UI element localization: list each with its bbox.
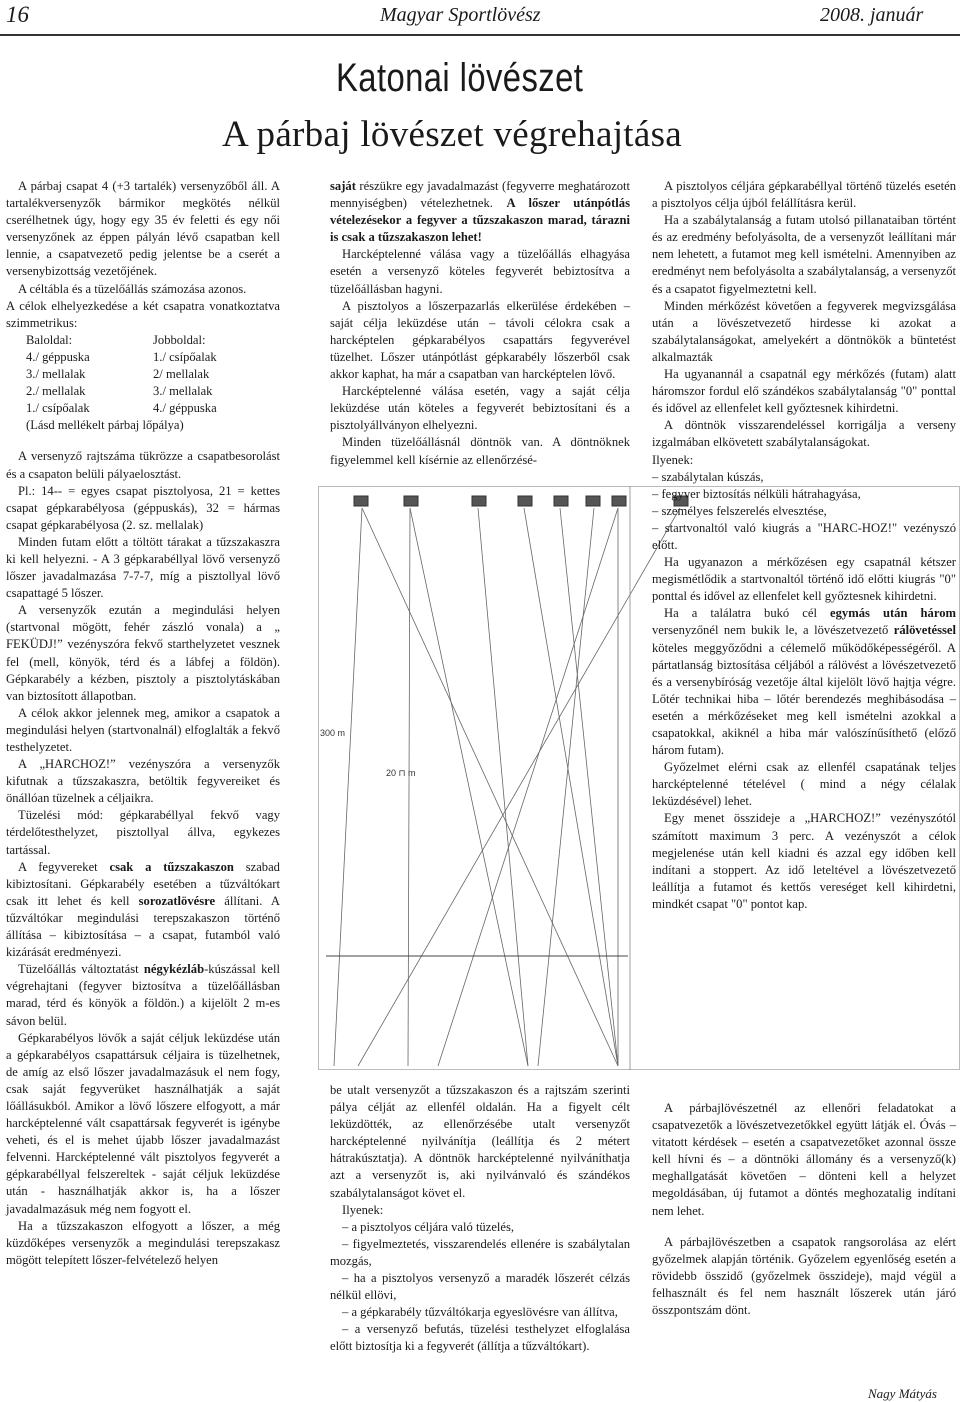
paragraph: Ha ugyanazon a mérkőzésen egy csapatnál kétszer megismétlődik a startvonaltól történő idő előtti kiugrás "0" ponttal és idővel az ellenfelet kell győztesnek kihirdetni. [652,555,956,604]
symmetry-row: 4./ géppuska 1./ csípőalak [26,349,217,364]
paragraph: Ilyenek: [652,452,694,467]
paragraph: A párbaj csapat 4 (+3 tartalék) versenyzőből áll. A tartalékversenyzők bármikor megkötés nélkül cserélhetnek úgy, hogy egy 35 év feletti és egy női versenyzőnek az éppen pályán lévő csapatban kell lennie, a csapatvezető pedig jelentse be a cserét a versenybizottság vezetőjének. [6,179,280,279]
paragraph: Tüzelőállás változtatást négykézláb-kúszással kell végrehajtani (fegyver biztosítva a tüzelőállásban marad, térd és könyök a földön.) a kijelölt 2 m-es sávon belül. [6,962,280,1028]
author-signature: Nagy Mátyás [868,1386,937,1401]
page-number: 16 [6,2,29,27]
paragraph: Pl.: 14-- = egyes csapat pisztolyosa, 21 = kettes csapat gépkarabélyosa (géppuskás), 32 = hármas csapat gépkarabélyosa (2. sz. mellalak) [6,483,280,532]
list-item: – startvonaltól való kiugrás a "HARC-HOZ!" vezényszó előtt. [652,520,956,552]
paragraph: A céltábla és a tüzelőállás számozása azonos. [18,281,247,296]
target-marker [554,496,568,506]
section-title: Katonai lövészet [336,56,584,100]
header-rule [0,34,960,36]
column-3 [652,178,956,913]
paragraph: A párbajlövészetnél az ellenőri feladatokat a csapatvezetők a lövészetvezetőkkel együtt látják el. Óvás – vitatott kérdések – esetén a csapatvezetőket azonnal össze kell hívni és – a döntnöki állomány és a versenyző(k) meghallgatását követően – dönteni kell a helyzet megoldásában, új futamot a döntés meghozatalig indítani nem lehet. [652,1101,956,1218]
distance-label-20: 20 ⊓ m [386,768,416,778]
symmetry-head: Baloldal: Jobboldal: [26,332,206,347]
paragraph: Ha a tűzszakaszon elfogyott a lőszer, a még küzdőképes versenyzők a megindulási terepszakasz mögött telepített lőszer-felvételező helyen [6,1218,280,1267]
paragraph: A célok elhelyezkedése a két csapatra vonatkoztatva szimmetrikus: [6,298,280,330]
target-marker [586,496,600,506]
paragraph: Harcképtelenné válása esetén, vagy a saját célja leküzdése után köteles a fegyverét bebiztosítani és a pisztolyállványon elhelyezni. [330,384,630,433]
target-marker [472,496,486,506]
magazine-name: Magyar Sportlövész [380,4,541,26]
target-marker [354,496,368,506]
list-item: – ha a pisztolyos versenyző a maradék lőszerét célzás nélkül ellövi, [330,1271,630,1303]
paragraph: Egy menet összideje a „HARCHOZ!” vezényszótól számított maximum 3 perc. A vezényszót a célok megjelenése után kell kiadni és azzal egy időben kell indítani a stoppert. Az idő leteltével a lövészetvezető leállítja a futamot és kettős vereséget kell kihirdetni, mindkét csapat "0" pontot kap. [652,811,956,911]
distance-label-300: 300 m [320,728,346,738]
paragraph: A versenyző rajtszáma tükrözze a csapatbesorolást és a csapaton belüli pályaelosztást. [6,449,280,481]
column-3-bottom [652,1100,956,1319]
paragraph: Ha ugyanannál a csapatnál egy mérkőzés (futam) alatt háromszor fordul elő szándékos szabálytalanság "0" ponttal és idővel az ellenfelet kell győztesnek kihirdetni. [652,367,956,416]
paragraph: saját részükre egy javadalmazást (fegyverre meghatározott mennyiségben) vételezhetnek. A lőszer utánpótlás vételezésekor a fegyver a tűzszakaszon marad, tárazni is csak a tűzszakaszon lehet! [330,179,630,245]
paragraph: A fegyvereket csak a tűzszakaszon szabad kibiztosítani. Gépkarabély esetében a tűzváltókart csak itt lehet és kell sorozatlövésre állítani. A tűzváltókar megindulási terepszakaszon történő állítása – kibiztosítása – a csapat, futamból való kizárását eredményezi. [6,859,280,960]
paragraph: Ha a szabálytalanság a futam utolsó pillanataiban történt és az eredmény befolyásolta, de a versenyzőt leállítani már nem lehetett, a futamot meg kell ismételni. Amennyiben az eredményt nem befolyásolta a szabálytalanság, a versenyzőt és a csapatot figyelmeztetni kell. [652,213,956,296]
paragraph: be utalt versenyzőt a tűzszakaszon és a rajtszám szerinti pálya célját az ellenfél oldalán. Ha a figyelt célt leküzdötték, az ellenőrzésébe utalt versenyzőt harcképtelenné nyilvánítja (leállítja és 2 métert hátrakúsztatja). A döntnök harcképtelenné nyilváníthatja azt a versenyzőt is, aki nyilvánvaló és szándékos szabálytalanságot követ el. [330,1083,630,1200]
issue-date: 2008. január [820,4,924,26]
symmetry-note: (Lásd mellékelt párbaj lőpálya) [26,418,184,433]
paragraph: A párbajlövészetben a csapatok rangsorolása az elért győzelmek alapján történik. Győzelem egyenlőség esetén a rövidebb összidő (győzelmek összideje), majd végül a felhasznált és fel nem használt lőszerek után járó összpontszám dönt. [652,1234,956,1318]
paragraph: A célok akkor jelennek meg, amikor a csapatok a megindulási helyen (startvonalnál) elfoglalták a fekvő testhelyzetet. [6,705,280,754]
symmetry-row: 2./ mellalak 3./ mellalak [26,384,213,399]
list-item: – a versenyző befutás, tüzelési testhelyzet elfoglalása előtt biztosítja ki a fegyverét (állítja a tűzváltókart). [330,1322,630,1354]
paragraph: Minden tüzelőállásnál döntnök van. A döntnöknek figyelemmel kell kísérnie az ellenőrzésé- [330,435,630,467]
paragraph: Ha a találatra bukó cél egymás után három versenyzőnél nem bukik le, a lövészetvezető rálövetéssel köteles meggyőződni a célemelő működőképességéről. A pártatlanság biztosítása céljából a rálövést a lövészetvezető és a versenybíróság vezetője által kijelölt lövő hajtja végre. Lőtér technikai hiba – lőtér berendezés meghibásodása – esetén a mérkőzéseket meg kell ismételni azokkal a csapatokkal, akiknél a hiba már valószínűsíthető (előző három futam). [652,606,956,758]
list-item: – szabálytalan kúszás, [652,469,764,484]
paragraph: Gépkarabélyos lövők a saját céljuk leküzdése után a gépkarabélyos csapattársuk céljaira is tüzelhetnek, de amíg az első lőszer javadalmazásuk el nem fogy, csak saját fegyverüket használhatják a saját lőállásukból. Amikor a lövő lőszere elfogyott, a már harcképtelenné vált csapattársak fegyverét is igénybe veheti, és el is mehet újabb lőszer javadalmazást felvenni. Harcképtelenné vált pisztolyos fegyverét a gépkarabéllyal felszereltek - saját céljuk leküzdése után - használhatják akkor is, ha a lőszer javadalmazásuk még nem fogyott el. [6,1030,280,1216]
list-item: – figyelmeztetés, visszarendelés ellenére is szabálytalan mozgás, [330,1236,630,1268]
page-header [0,0,960,36]
paragraph: Tüzelési mód: gépkarabéllyal fekvő vagy térdelőtesthelyzet, pisztollyal állva, egykezes tartással. [6,808,280,857]
target-marker [612,496,626,506]
paragraph: Minden mérkőzést követően a fegyverek megvizsgálása után a lövészetvezető hirdesse ki azokat a szabálytalanságokat, amelyekért a döntnökök a büntetést alkalmazták [652,298,956,364]
column-1 [6,178,280,1269]
column-2-bottom [330,1082,630,1356]
paragraph: A pisztolyos a lőszerpazarlás elkerülése érdekében – saját célja leküzdése után – távoli célokra csak a harcképtelen gépkarabélyos csapattárs fegyverével tüzelhet. Lőszer utánpótlást gépkarabély lőszerből csak akkor kaphat, ha már a csapatban van harcképtelen lövő. [330,298,630,382]
column-2 [330,178,630,469]
target-marker [404,496,418,506]
list-item: – személyes felszerelés elvesztése, [652,503,827,518]
symmetry-row: 1./ csípőalak 4./ géppuska [26,401,217,416]
paragraph: A versenyzők ezután a megindulási helyen (startvonal mögött, fehér zászló vonala) a „ FEKÜDJ!” vezényszóra fekvő starthelyzetet vesznek fel (mell, könyök, térd és a lábfej a földön). Gépkarabély a kézben, pisztoly a pisztolytáskában van biztosított állapotban. [6,603,280,703]
paragraph: A döntnök visszarendeléssel korrigálja a verseny izgalmában elkövetett szabálytalanságokat. [652,418,956,450]
paragraph: Harcképtelenné válása vagy a tüzelőállás elhagyása esetén a versenyző köteles fegyverét bebiztosítva a tüzelőállásban hagyni. [330,247,630,296]
paragraph: Győzelmet elérni csak az ellenfél csapatának teljes harcképtelenné tételével ( mind a négy célalak leküzdésével) lehet. [652,760,956,809]
paragraph: A „HARCHOZ!” vezényszóra a versenyzők kifutnak a tűzszakaszra, betöltik fegyvereiket és önállóan tüzelnek a céljaikra. [6,757,280,806]
target-marker [518,496,532,506]
article-title: A párbaj lövészet végrehajtása [222,114,682,155]
list-item: – fegyver biztosítás nélküli hátrahagyása, [652,486,861,501]
list-item: – a gépkarabély tűzváltókarja egyeslövésre van állítva, [342,1305,618,1320]
paragraph: Minden futam előtt a töltött tárakat a tűzszakaszra ki kell helyezni. - A 3 gépkarabéllyal lövő versenyző lőszer javadalmazása 7-7-7, míg a pisztollyal lövő csapattagé 5 lőszer. [6,534,280,601]
paragraph: A pisztolyos céljára gépkarabéllyal történő tüzelés esetén a pisztolyos célja újból felállításra kerül. [652,179,956,211]
list-item: – a pisztolyos céljára való tüzelés, [342,1219,515,1234]
symmetry-row: 3./ mellalak 2/ mellalak [26,367,210,382]
paragraph: Ilyenek: [342,1202,384,1217]
